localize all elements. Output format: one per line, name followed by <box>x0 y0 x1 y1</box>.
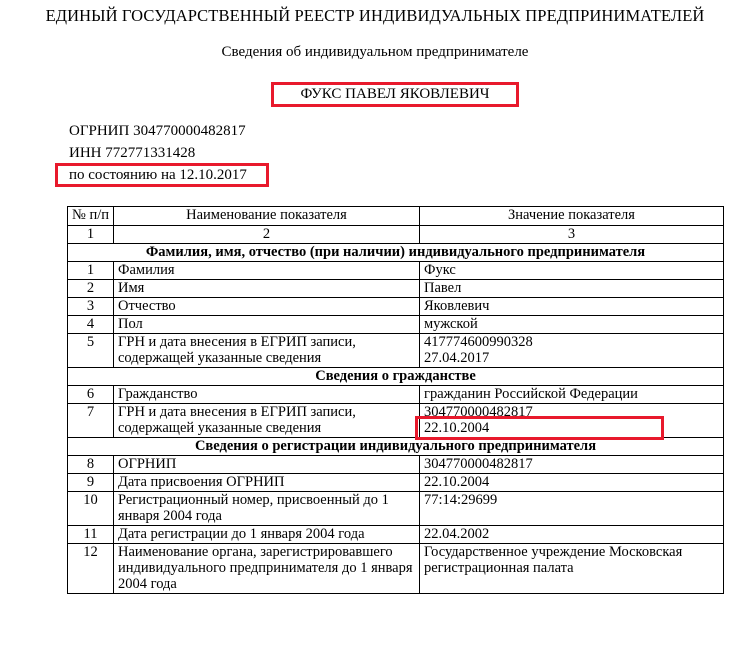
row-value: Яковлевич <box>420 298 724 316</box>
row-label: ГРН и дата внесения в ЕГРИП записи, содержащей указанные сведения <box>114 334 420 368</box>
ogrnip-line: ОГРНИП 304770000482817 <box>69 123 246 139</box>
grn-number: 304770000482817 <box>424 404 533 420</box>
registry-table <box>67 206 724 594</box>
header-value: Значение показателя <box>420 207 724 226</box>
section-title: Сведения о регистрации индивидуального предпринимателя <box>68 438 724 456</box>
grn-number: 417774600990328 <box>424 334 533 350</box>
header-number: № п/п <box>68 207 114 226</box>
table-row <box>68 474 724 492</box>
row-label: ГРН и дата внесения в ЕГРИП записи, содержащей указанные сведения <box>114 404 420 438</box>
row-value: 22.10.2004 <box>420 474 724 492</box>
row-number: 6 <box>68 386 114 404</box>
inn-line: ИНН 772771331428 <box>69 145 196 161</box>
row-label: Имя <box>114 280 420 298</box>
document-subtitle: Сведения об индивидуальном предпринимателе <box>221 44 529 60</box>
row-label: ОГРНИП <box>114 456 420 474</box>
grn-date: 27.04.2017 <box>424 350 490 366</box>
row-value: 22.04.2002 <box>420 526 724 544</box>
row-number: 1 <box>68 262 114 280</box>
table-row <box>68 334 724 368</box>
table-row <box>68 404 724 438</box>
row-value <box>420 334 724 368</box>
entrepreneur-name: ФУКС ПАВЕЛ ЯКОВЛЕВИЧ <box>300 86 490 102</box>
row-value: мужской <box>420 316 724 334</box>
row-value: 304770000482817 <box>420 456 724 474</box>
citizenship-value: гражданин Российской Федерации <box>420 386 724 404</box>
document-title: ЕДИНЫЙ ГОСУДАРСТВЕННЫЙ РЕЕСТР ИНДИВИДУАЛЬНЫХ ПРЕДПРИНИМАТЕЛЕЙ <box>45 6 705 25</box>
table-numbering-row <box>68 226 724 244</box>
table-row <box>68 262 724 280</box>
row-number: 8 <box>68 456 114 474</box>
table-row <box>68 492 724 526</box>
row-number: 12 <box>68 544 114 594</box>
row-number: 7 <box>68 404 114 438</box>
numbering-cell: 3 <box>420 226 724 244</box>
entrepreneur-name-highlight <box>271 82 519 107</box>
header-indicator: Наименование показателя <box>114 207 420 226</box>
section-header-row <box>68 438 724 456</box>
row-value: Государственное учреждение Московская регистрационная палата <box>420 544 724 594</box>
table-row <box>68 456 724 474</box>
row-number: 4 <box>68 316 114 334</box>
row-value: Павел <box>420 280 724 298</box>
row-number: 3 <box>68 298 114 316</box>
row-label: Наименование органа, зарегистрировавшего индивидуального предпринимателя до 1 января 2004 года <box>114 544 420 594</box>
grn-date: 22.10.2004 <box>424 420 490 436</box>
as-of-date: по состоянию на 12.10.2017 <box>69 167 247 183</box>
row-value <box>420 404 724 438</box>
row-number: 11 <box>68 526 114 544</box>
section-header-row <box>68 244 724 262</box>
row-number: 5 <box>68 334 114 368</box>
row-label: Регистрационный номер, присвоенный до 1 января 2004 года <box>114 492 420 526</box>
table-row <box>68 544 724 594</box>
row-number: 10 <box>68 492 114 526</box>
numbering-cell: 2 <box>114 226 420 244</box>
row-number: 2 <box>68 280 114 298</box>
row-label: Отчество <box>114 298 420 316</box>
table-row <box>68 526 724 544</box>
row-label: Фамилия <box>114 262 420 280</box>
row-label: Пол <box>114 316 420 334</box>
table-row <box>68 280 724 298</box>
row-number: 9 <box>68 474 114 492</box>
table-row <box>68 298 724 316</box>
table-row <box>68 386 724 404</box>
table-header-row <box>68 207 724 226</box>
row-label: Дата присвоения ОГРНИП <box>114 474 420 492</box>
section-header-row <box>68 368 724 386</box>
table-row <box>68 316 724 334</box>
row-label: Дата регистрации до 1 января 2004 года <box>114 526 420 544</box>
numbering-cell: 1 <box>68 226 114 244</box>
row-value: 77:14:29699 <box>420 492 724 526</box>
section-title: Сведения о гражданстве <box>68 368 724 386</box>
section-title: Фамилия, имя, отчество (при наличии) индивидуального предпринимателя <box>68 244 724 262</box>
row-value: Фукс <box>420 262 724 280</box>
row-label: Гражданство <box>114 386 420 404</box>
